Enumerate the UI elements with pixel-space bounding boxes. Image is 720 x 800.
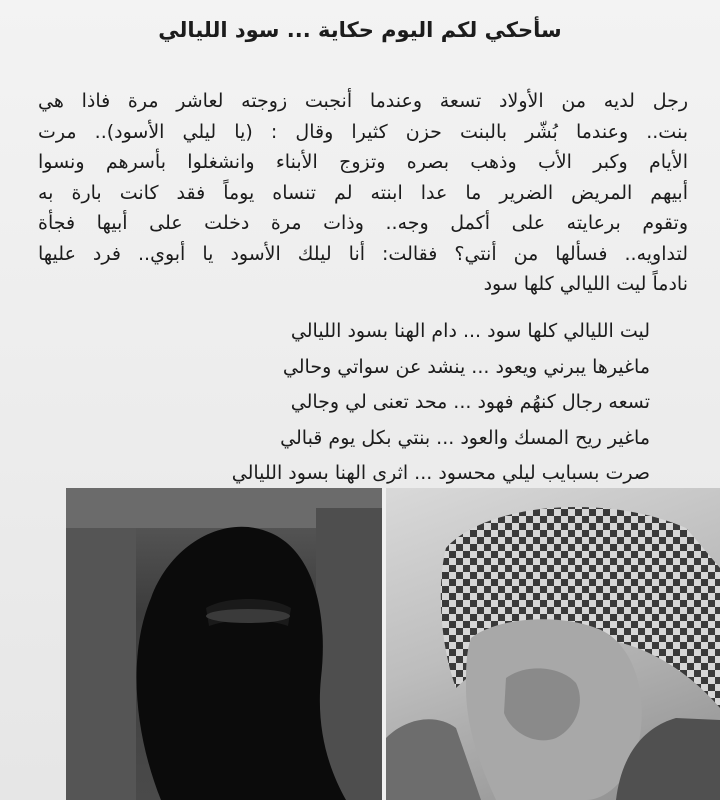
veiled-woman-figure — [66, 488, 382, 800]
story-title: سأحكي لكم اليوم حكاية ... سود الليالي — [158, 18, 562, 42]
poem-verse: تسعه رجال كنهُم فهود ... محد تعنى لي وجالي — [290, 391, 650, 413]
story-line: بنت.. وعندما بُشّر بالبنت حزن كثيرا وقال : (يا ليلي الأسود).. مرت — [38, 120, 688, 143]
story-line: رجل لديه من الأولاد تسعة وعندما أنجبت زوجته لعاشر مرة فاذا هي — [38, 90, 688, 112]
poem-verse: ماغيرها يبرني ويعود ... ينشد عن سواتي وحالي — [282, 355, 650, 378]
poem-verse: ماغير ريح المسك والعود ... بنتي بكل يوم قبالي — [280, 426, 650, 449]
photo-veiled-woman — [66, 488, 382, 800]
story-line: أبيهم المريض الضرير ما عدا ابنته لم تنساه يوماً فقد كانت بارة به — [38, 181, 688, 204]
story-line: نادماً ليت الليالي كلها سود — [483, 273, 688, 295]
photo-collage — [66, 488, 720, 800]
poem — [60, 314, 650, 492]
story-line: وتقوم برعايته على أكمل وجه.. وذات مرة دخلت على أبيها فجأة — [38, 212, 688, 234]
old-man-figure — [386, 488, 720, 800]
poem-verse: صرت بسبايب ليلي محسود ... اثرى الهنا بسود الليالي — [231, 462, 650, 484]
story-line: لتداويه.. فسألها من أنتي؟ فقالت: أنا ليلك الأسود يا أبوي.. فرد عليها — [38, 242, 688, 265]
story-line: الأيام وكبر الأب وذهب بصره وتزوج الأبناء وانشغلوا بأسرهم ونسوا — [38, 151, 688, 173]
poem-verse: ليت الليالي كلها سود ... دام الهنا بسود الليالي — [290, 320, 650, 342]
story-paragraph — [38, 86, 688, 300]
photo-old-man — [386, 488, 720, 800]
